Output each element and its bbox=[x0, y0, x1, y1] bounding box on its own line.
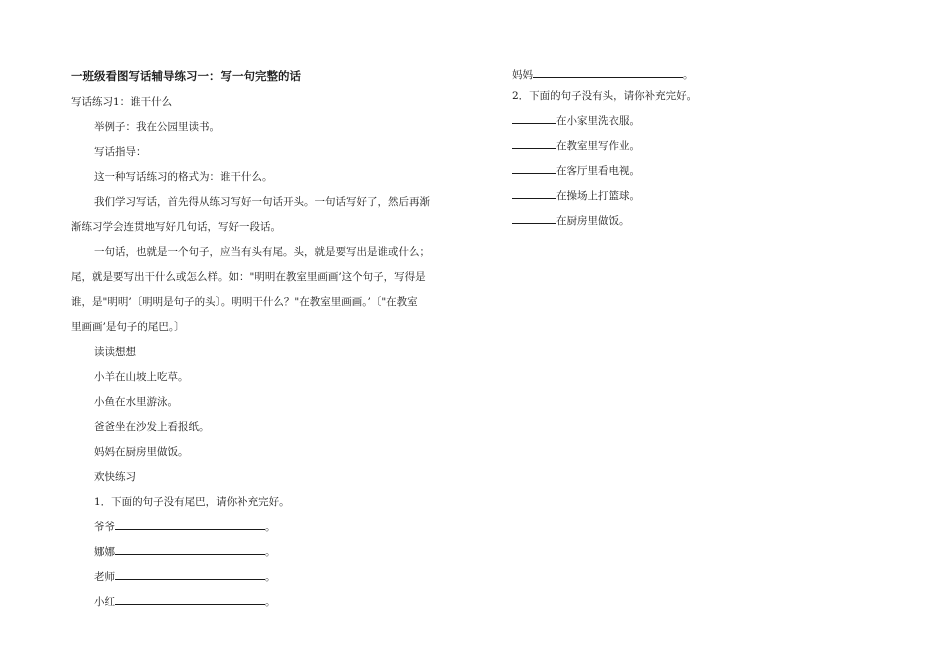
paragraph-1-line-2: 渐练习学会连贯地写好几句话，写好一段话。 bbox=[71, 221, 281, 233]
paragraph-2-line-2: 尾，就是要写出干什么或怎么样。如："明明在教室里画画’这个句子，写得是 bbox=[71, 271, 426, 283]
fill-item bbox=[71, 590, 463, 615]
answer-blank[interactable] bbox=[533, 66, 683, 78]
fill-item-subject: 妈妈 bbox=[512, 69, 533, 81]
paragraph-2 bbox=[71, 240, 463, 340]
period: 。 bbox=[265, 571, 276, 583]
guide-text: 这一种写话练习的格式为：谁干什么。 bbox=[94, 171, 273, 183]
fill-item-predicate: 在客厅里看电视。 bbox=[556, 165, 640, 177]
left-column bbox=[71, 66, 463, 615]
fill-item bbox=[512, 159, 852, 184]
fill-item bbox=[71, 515, 463, 540]
read-item: 妈妈在厨房里做饭。 bbox=[94, 446, 189, 458]
fill-item bbox=[512, 66, 852, 84]
answer-blank[interactable] bbox=[512, 112, 556, 124]
answer-blank[interactable] bbox=[115, 518, 265, 530]
paragraph-2-line-3: 谁，是"明明’〔明明是句子的头〕。明明干什么？"在教室里画画。’〔"在教室 bbox=[71, 296, 418, 308]
fill-item-subject: 爷爷 bbox=[94, 521, 115, 533]
fill-item bbox=[71, 540, 463, 565]
period: 。 bbox=[265, 596, 276, 608]
question-2: 2．下面的句子没有头，请你补充完好。 bbox=[512, 90, 698, 102]
paragraph-2-line-4: 里画画’是句子的尾巴。〕 bbox=[71, 321, 185, 333]
guide-label: 写话指导： bbox=[94, 146, 147, 158]
answer-blank[interactable] bbox=[512, 137, 556, 149]
fill-item-predicate: 在教室里写作业。 bbox=[556, 140, 640, 152]
fill-item-subject: 老师 bbox=[94, 571, 115, 583]
answer-blank[interactable] bbox=[512, 162, 556, 174]
exercise-label: 写话练习1：谁干什么 bbox=[71, 96, 173, 108]
paragraph-1-line-1: 我们学习写话，首先得从练习写好一句话开头。一句话写好了，然后再渐 bbox=[94, 196, 430, 208]
fill-item-subject: 小红 bbox=[94, 596, 115, 608]
answer-blank[interactable] bbox=[512, 187, 556, 199]
answer-blank[interactable] bbox=[115, 593, 265, 605]
read-label: 读读想想 bbox=[94, 346, 136, 358]
right-column bbox=[512, 66, 852, 234]
fill-item-subject: 娜娜 bbox=[94, 546, 115, 558]
page-title: 一班级看图写话辅导练习一：写一句完整的话 bbox=[71, 69, 301, 83]
period: 。 bbox=[683, 69, 694, 81]
read-item: 小鱼在水里游泳。 bbox=[94, 396, 178, 408]
question-1: 1．下面的句子没有尾巴，请你补充完好。 bbox=[94, 496, 290, 508]
answer-blank[interactable] bbox=[115, 568, 265, 580]
answer-blank[interactable] bbox=[512, 212, 556, 224]
fill-item bbox=[512, 209, 852, 234]
read-item: 小羊在山坡上吃草。 bbox=[94, 371, 189, 383]
example-sentence: 举例子：我在公园里读书。 bbox=[94, 121, 220, 133]
paragraph-2-line-1: 一句话，也就是一个句子，应当有头有尾。头，就是要写出是谁或什么； bbox=[94, 246, 430, 258]
read-item: 爸爸坐在沙发上看报纸。 bbox=[94, 421, 210, 433]
practice-label: 欢快练习 bbox=[94, 471, 136, 483]
fill-item-predicate: 在小家里洗衣服。 bbox=[556, 115, 640, 127]
fill-item bbox=[71, 565, 463, 590]
period: 。 bbox=[265, 546, 276, 558]
fill-item bbox=[512, 134, 852, 159]
period: 。 bbox=[265, 521, 276, 533]
answer-blank[interactable] bbox=[115, 543, 265, 555]
paragraph-1 bbox=[71, 190, 463, 240]
fill-item bbox=[512, 109, 852, 134]
fill-item bbox=[512, 184, 852, 209]
fill-item-predicate: 在操场上打篮球。 bbox=[556, 190, 640, 202]
fill-item-predicate: 在厨房里做饭。 bbox=[556, 215, 630, 227]
